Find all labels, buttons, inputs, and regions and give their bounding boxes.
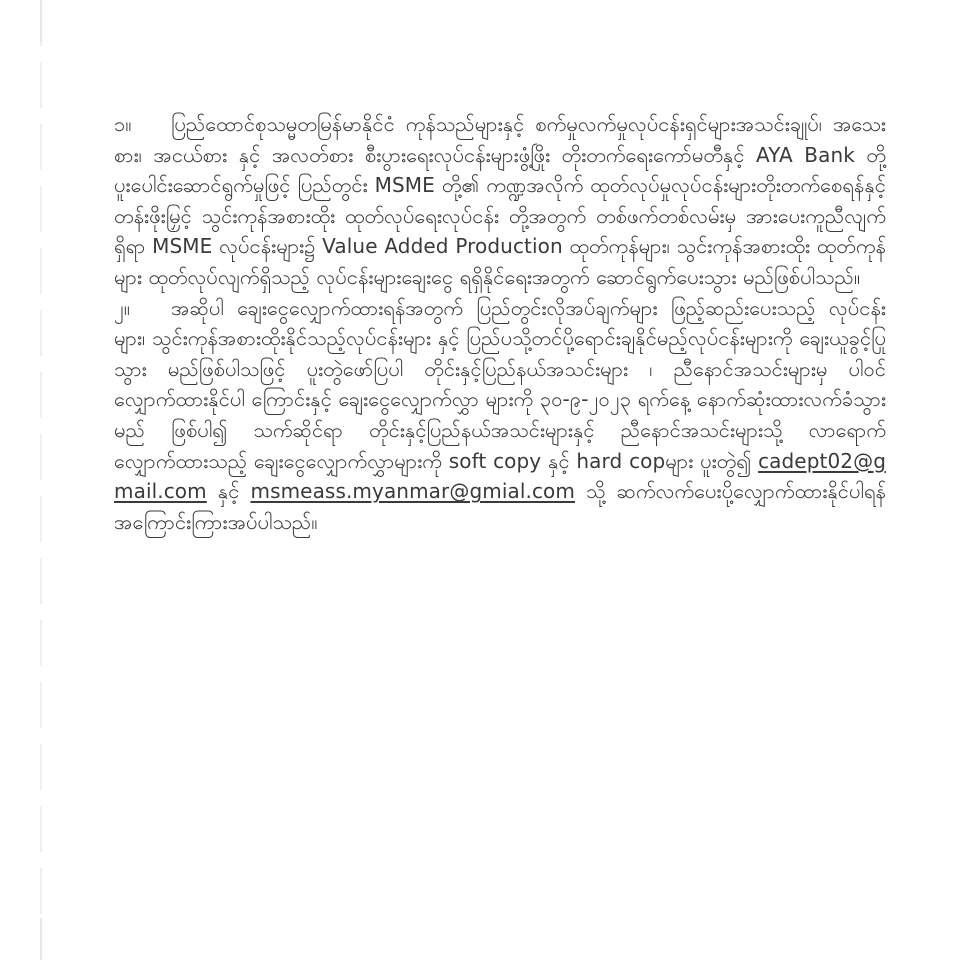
paragraph-1-number: ၁။: [114, 112, 132, 136]
document-body: [114, 109, 886, 537]
paragraph-1-text: ပြည်ထောင်စုသမ္မတမြန်မာနိုင်ငံ ကုန်သည်များနှင့် စက်မှုလက်မှုလုပ်ငန်းရှင်များအသင်းချုပ်၊ အသေးစား၊ အငယ်စား နှင့် အလတ်စား စီးပွားရေးလုပ်ငန်းများဖွံ့ဖြိုး တိုးတက်ရေးကော်မတီနှင့် AYA Bank တို့ ပူးပေါင်းဆောင်ရွက်မှုဖြင့် ပြည်တွင်း MSME တို့၏ ကဏ္ဍအလိုက် ထုတ်လုပ်မှုလုပ်ငန်းများတိုးတက်စေရန်နှင့် တန်းဖိုးမြှင့် သွင်းကုန်အစားထိုး ထုတ်လုပ်ရေးလုပ်ငန်း တို့အတွက် တစ်ဖက်တစ်လမ်းမှ အားပေးကူညီလျက် ရှိရာ MSME လုပ်ငန်းများ၌ Value Added Production ထုတ်ကုန်များ၊ သွင်းကုန်အစားထိုး ထုတ်ကုန်များ ထုတ်လုပ်လျက်ရှိသည့် လုပ်ငန်းများချေးငွေ ရရှိနိုင်ရေးအတွက် ဆောင်ရွက်ပေးသွား မည်ဖြစ်ပါသည်။: [114, 112, 886, 289]
paragraph-2-text-between-emails: နှင့်: [206, 479, 251, 504]
paragraph-2: [114, 293, 886, 538]
paragraph-2-text-before-first-email: အဆိုပါ ချေးငွေလျှောက်ထားရန်အတွက် ပြည်တွင်းလိုအပ်ချက်များ ဖြည့်ဆည်းပေးသည့် လုပ်ငန်းများ၊ သွင်းကုန်အစားထိုးနိုင်သည့်လုပ်ငန်းများ နှင့် ပြည်ပသို့တင်ပို့ရောင်းချနိုင်မည့်လုပ်ငန်းများကို ချေးယူခွင့်ပြုသွား မည်ဖြစ်ပါသဖြင့် ပူးတွဲဖော်ပြပါ တိုင်းနှင့်ပြည်နယ်အသင်းများ ၊ ညီနောင်အသင်းများမှ ပါဝင်လျှောက်ထားနိုင်ပါ ကြောင်းနှင့် ချေးငွေလျှောက်လွှာ များကို ၃၀-၉-၂၀၂၃ ရက်နေ့ နောက်ဆုံးထားလက်ခံသွားမည် ဖြစ်ပါ၍ သက်ဆိုင်ရာ တိုင်းနှင့်ပြည်နယ်အသင်းများနှင့် ညီနောင်အသင်းများသို့ လာရောက် လျှောက်ထားသည့် ချေးငွေလျှောက်လွှာများကို soft copy နှင့် hard copများ ပူးတွဲ၍: [114, 295, 886, 473]
left-fold-line-bottom: [40, 918, 42, 960]
left-fold-line-top: [40, 0, 42, 42]
paragraph-2-text-after-emails: သို့ ဆက်လက်ပေးပို့လျှောက်ထားနိုင်ပါရန် အကြောင်းကြားအပ်ပါသည်။: [114, 479, 887, 534]
email-link-cadept02[interactable]: cadept02@gmail.com: [114, 448, 886, 504]
paragraph-2-number: ၂။: [114, 295, 131, 320]
left-fold-line: [40, 0, 42, 960]
paragraph-1: [114, 109, 886, 293]
email-link-msmeass[interactable]: msmeass.myanmar@gmial.com: [250, 479, 575, 504]
